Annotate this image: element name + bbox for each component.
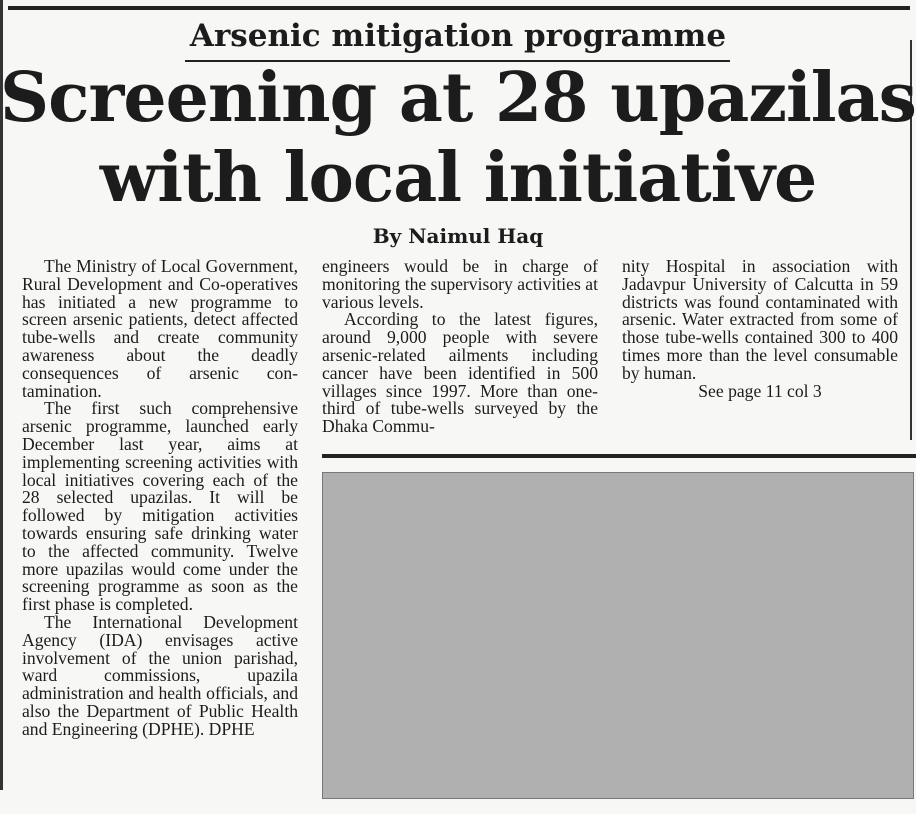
paragraph: The Ministry of Local Government, Rural Development and Co-operatives has initiated a new programme to screen arsenic patients, detect affected tube-wells and create community awareness about the deadly consequences of arsenic contamination. — [22, 256, 298, 401]
column-2 — [322, 258, 598, 436]
headline-line-2: with local initiative — [99, 138, 817, 218]
headline-line-1: Screening at 28 upazilas — [0, 58, 916, 138]
photo-placeholder — [322, 472, 914, 799]
headline — [0, 58, 916, 218]
paragraph: engineers would be in charge of monitoring the supervisory activities at various levels. — [322, 256, 598, 312]
paragraph: According to the latest figures, around 9,000 people with severe arsenic-related ailments including cancer have been identified in 500 villages since 1997. More than one-third of tube-wells surveyed by the Dhaka Commu- — [322, 309, 598, 437]
paragraph: The International Development Agency (IDA) envisages active involvement of the union parishad, ward commissions, upazila administration and health officials, and also the Department of Public Health and Engineering (DPHE). DPHE — [22, 611, 298, 739]
photo-rule — [322, 454, 916, 458]
column-3 — [622, 258, 898, 400]
paragraph: The first such comprehensive arsenic programme, launched early December last year, aims at implementing screening activities with local initiatives covering each of the 28 selected upazilas. It will be followed by mitigation activities towards ensuring safe drinking water to the affected community. Twelve more upazilas would come under the screening programme as soon as the first phase is completed. — [22, 398, 298, 615]
column-1 — [22, 258, 298, 739]
byline: By Naimul Haq — [372, 224, 544, 248]
paragraph: nity Hospital in association with Jadavpur University of Calcutta in 59 districts was found contaminated with arsenic. Water extracted from some of those tube-wells contained 300 to 400 times more than the level consumable by human. — [622, 256, 898, 383]
jump-line: See page 11 col 3 — [698, 380, 822, 401]
top-rule — [8, 6, 910, 10]
kicker: Arsenic mitigation programme — [189, 18, 727, 54]
